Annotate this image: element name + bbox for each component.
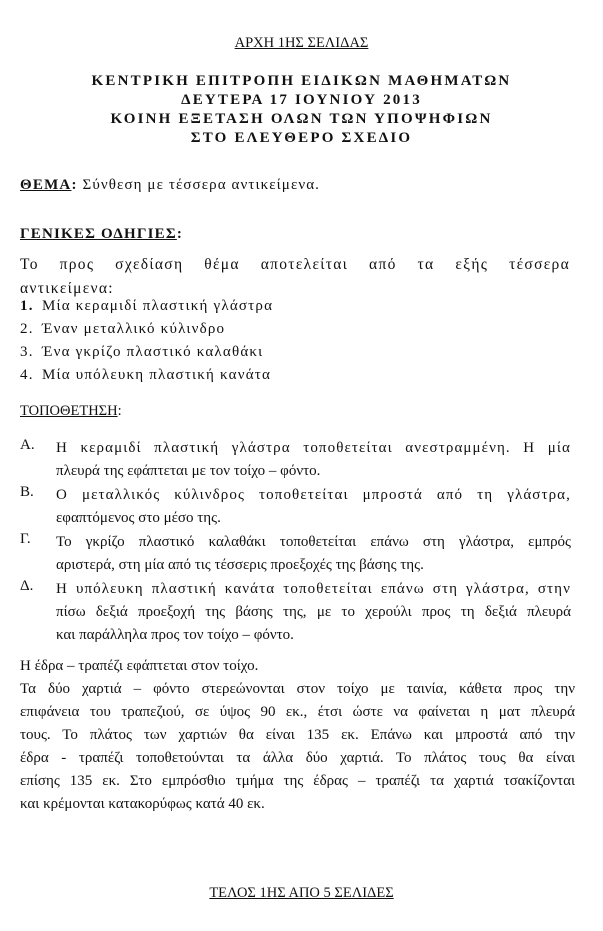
placement-text — [56, 437, 571, 483]
notes-para-line: έδρα - τραπέζι τοποθετούνται τα άλλα δύο χαρτιά. Το πλάτος τους θα είναι — [20, 750, 575, 766]
placement-item — [20, 437, 575, 483]
placement-heading-colon: : — [117, 403, 122, 419]
notes-line-1: Η έδρα – τραπέζι εφάπτεται στον τοίχο. — [20, 658, 259, 674]
intro-line-2: αντικείμενα: — [20, 280, 114, 297]
placement-letter: Α. — [20, 437, 35, 453]
intro-line-1: Το προς σχεδίαση θέμα αποτελείται από τα εξής τέσσερα — [20, 256, 570, 273]
placement-item — [20, 578, 575, 647]
placement-line: Το γκρίζο πλαστικό καλαθάκι τοποθετείται επάνω στη γλάστρα, εμπρός — [56, 534, 571, 550]
placement-line: πλευρά της εφάπτεται με τον τοίχο – φόντο. — [56, 463, 321, 479]
object-text: Μία υπόλευκη πλαστική κανάτα — [42, 367, 272, 383]
object-item — [20, 367, 273, 390]
object-list — [20, 298, 273, 390]
placement-line: Η υπόλευκη πλαστική κανάτα τοποθετείται επάνω στη γλάστρα, στην — [56, 581, 571, 597]
theme-label: ΘΕΜΑ — [20, 177, 72, 193]
header-subject: ΣΤΟ ΕΛΕΥΘΕΡΟ ΣΧΕΔΙΟ — [190, 130, 413, 146]
placement-letter: Γ. — [20, 531, 31, 547]
placement-line: Ο μεταλλικός κύλινδρος τοποθετείται μπροστά από τη γλάστρα, — [56, 487, 571, 503]
object-text: Μία κεραμιδί πλαστική γλάστρα — [42, 298, 274, 314]
object-number: 1. — [20, 298, 34, 314]
placement-letter: Δ. — [20, 578, 34, 594]
object-item — [20, 344, 273, 367]
placement-text — [56, 531, 571, 577]
placement-line: πίσω δεξιά προεξοχή της βάσης της, με το χερούλι προς τη δεξιά πλευρά — [56, 604, 571, 620]
object-item — [20, 321, 273, 344]
placement-letter: Β. — [20, 484, 34, 500]
object-item — [20, 298, 273, 321]
notes-para-line: Τα δύο χαρτιά – φόντο στερεώνονται στον τοίχο με ταινία, κάθετα προς την — [20, 681, 575, 697]
placement-line: αριστερά, στη μία από τις τέσσερις προεξοχές της βάσης της. — [56, 557, 424, 573]
notes-para-line: επίσης 135 εκ. Στο εμπρόσθιο τμήμα της έδρας – τραπέζι τα χαρτιά τσακίζονται — [20, 773, 575, 789]
header-date: ΔΕΥΤΕΡΑ 17 ΙΟΥΝΙΟΥ 2013 — [181, 92, 422, 108]
placement-line: Η κεραμιδί πλαστική γλάστρα τοποθετείται ανεστραμμένη. Η μία — [56, 440, 571, 456]
instructions-intro — [20, 253, 570, 301]
header-exam: ΚΟΙΝΗ ΕΞΕΤΑΣΗ ΟΛΩΝ ΤΩΝ ΥΠΟΨΗΦΙΩΝ — [110, 111, 493, 127]
placement-heading — [20, 403, 122, 420]
document-header — [0, 72, 603, 148]
page-end-marker: ΤΕΛΟΣ 1ΗΣ ΑΠΟ 5 ΣΕΛΙΔΕΣ — [209, 885, 394, 901]
placement-text — [56, 578, 571, 647]
instructions-heading-colon: : — [176, 226, 184, 242]
object-number: 4. — [20, 367, 34, 383]
theme-line — [20, 176, 320, 194]
placement-item — [20, 484, 575, 530]
notes-para-line: επιφάνεια του τραπεζιού, σε ύψος 90 εκ., έτσι ώστε να φαίνεται η ματ πλευρά — [20, 704, 575, 720]
page-start-marker: ΑΡΧΗ 1ΗΣ ΣΕΛΙΔΑΣ — [234, 35, 369, 51]
theme-colon: : — [71, 177, 78, 193]
theme-text: Σύνθεση με τέσσερα αντικείμενα. — [77, 177, 321, 193]
instructions-heading-text: ΓΕΝΙΚΕΣ ΟΔΗΓΙΕΣ — [20, 226, 177, 242]
placement-heading-text: ΤΟΠΟΘΕΤΗΣΗ — [20, 403, 118, 419]
notes-para-line: και κρέμονται κατακορύφως κατά 40 εκ. — [20, 796, 265, 812]
object-text: Έναν μεταλλικό κύλινδρο — [42, 321, 226, 337]
placement-line: εφαπτόμενος στο μέσο της. — [56, 510, 221, 526]
notes-para-line: τους. Το πλάτος των χαρτιών θα είναι 135 εκ. Επάνω και μπροστά από την — [20, 727, 575, 743]
object-number: 3. — [20, 344, 34, 360]
notes-section — [20, 655, 575, 816]
header-committee: ΚΕΝΤΡΙΚΗ ΕΠΙΤΡΟΠΗ ΕΙΔΙΚΩΝ ΜΑΘΗΜΑΤΩΝ — [91, 73, 512, 89]
placement-line: και παράλληλα προς τον τοίχο – φόντο. — [56, 627, 294, 643]
instructions-heading — [20, 225, 183, 243]
placement-text — [56, 484, 571, 530]
object-number: 2. — [20, 321, 34, 337]
placement-item — [20, 531, 575, 577]
object-text: Ένα γκρίζο πλαστικό καλαθάκι — [42, 344, 264, 360]
